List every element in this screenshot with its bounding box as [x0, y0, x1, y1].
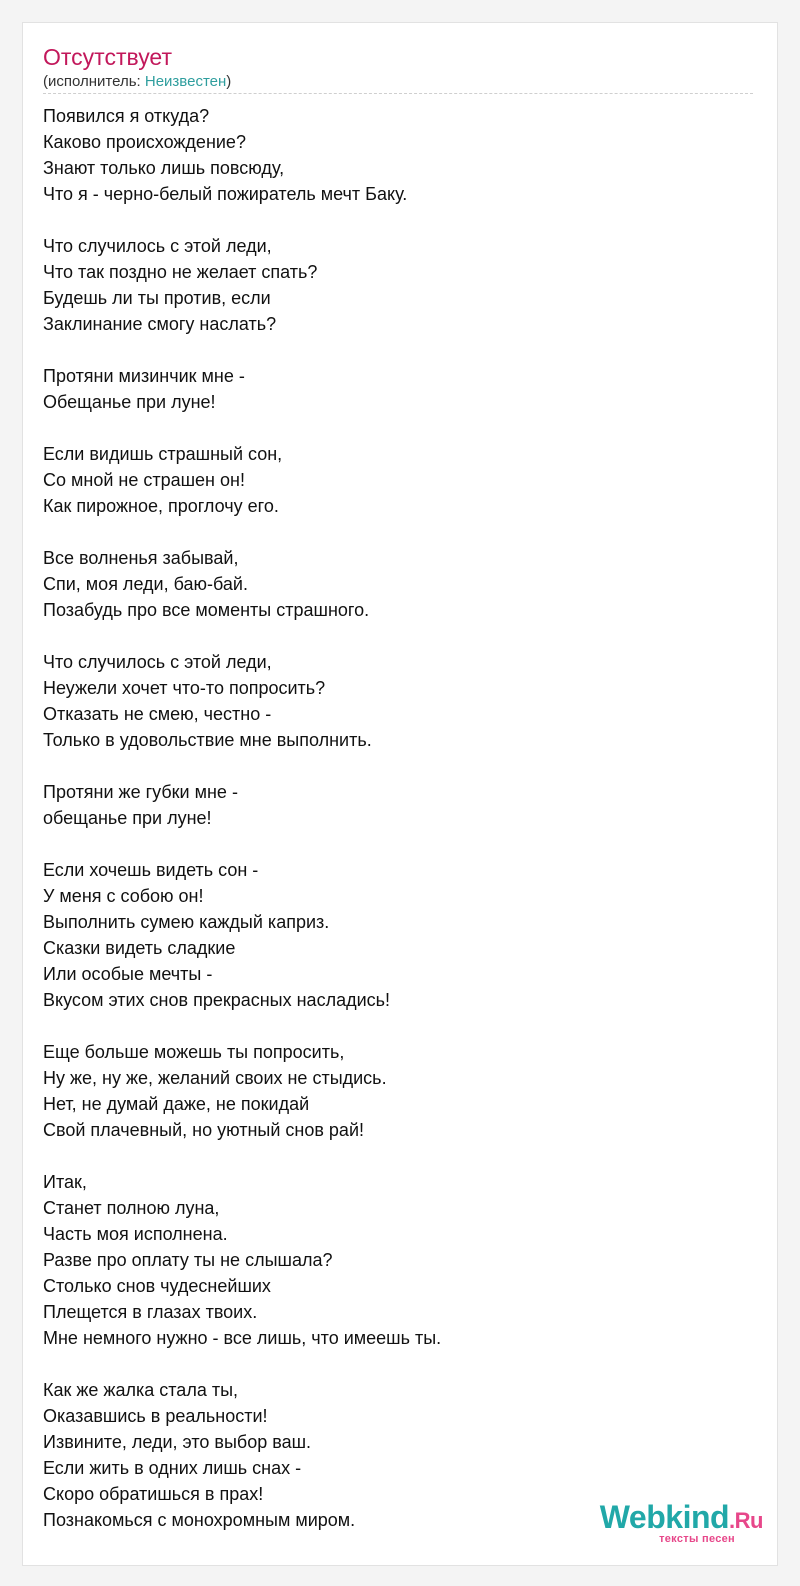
lyrics-stanza [43, 1039, 743, 1143]
artist-link[interactable]: Неизвестен [144, 73, 227, 90]
lyrics-stanza [43, 363, 743, 415]
lyrics-line: Или особые мечты - [43, 964, 213, 984]
lyrics-stanza [43, 857, 743, 1013]
lyrics-card [22, 22, 778, 1566]
lyrics-line: Спи, моя леди, баю-бай. [43, 574, 248, 594]
lyrics-line: Знают только лишь повсюду, [43, 158, 285, 178]
lyrics-line: Сказки видеть сладкие [43, 938, 236, 958]
lyrics-line: У меня с собою он! [43, 886, 204, 906]
lyrics-line: Мне немного нужно - все лишь, что имеешь ты. [43, 1328, 442, 1348]
lyrics-line: Разве про оплату ты не слышала? [43, 1250, 333, 1270]
lyrics-stanza [43, 649, 743, 753]
lyrics-line: Каково происхождение? [43, 132, 246, 152]
lyrics-line: Отказать не смею, честно - [43, 704, 272, 724]
lyrics-line: Плещется в глазах твоих. [43, 1302, 258, 1322]
lyrics-line: Протяни же губки мне - [43, 782, 238, 802]
logo-main-text: Webkind [599, 1499, 730, 1535]
lyrics-line: Скоро обратишься в прах! [43, 1484, 264, 1504]
lyrics-line: Протяни мизинчик мне - [43, 366, 245, 386]
lyrics-stanza [43, 545, 743, 623]
webkind-logo[interactable] [573, 1499, 763, 1547]
artist-line [43, 73, 231, 91]
lyrics-line: Со мной не страшен он! [43, 470, 245, 490]
lyrics-line: Если хочешь видеть сон - [43, 860, 259, 880]
lyrics-line: Неужели хочет что-то попросить? [43, 678, 326, 698]
logo-tagline: тексты песен [659, 1533, 735, 1545]
lyrics-line: Познакомься с монохромным миром. [43, 1510, 356, 1530]
lyrics-stanza [43, 1169, 743, 1351]
lyrics-line: Выполнить сумею каждый каприз. [43, 912, 330, 932]
lyrics-line: Если видишь страшный сон, [43, 444, 283, 464]
lyrics-stanza [43, 233, 743, 337]
lyrics-line: Только в удовольствие мне выполнить. [43, 730, 372, 750]
lyrics-line: Что случилось с этой леди, [43, 236, 272, 256]
lyrics-line: Что так поздно не желает спать? [43, 262, 318, 282]
lyrics-line: Заклинание смогу наслать? [43, 314, 277, 334]
logo-tld-text: .Ru [729, 1508, 763, 1533]
lyrics-line: Еще больше можешь ты попросить, [43, 1042, 345, 1062]
lyrics-line: Часть моя исполнена. [43, 1224, 228, 1244]
lyrics-line: Что я - черно-белый пожиратель мечт Баку. [43, 184, 408, 204]
song-title: Отсутствует [43, 44, 172, 70]
lyrics-line: Столько снов чудеснейших [43, 1276, 271, 1296]
lyrics-line: Как же жалка стала ты, [43, 1380, 239, 1400]
title-divider [43, 93, 753, 94]
lyrics-line: Появился я откуда? [43, 106, 210, 126]
lyrics-line: Будешь ли ты против, если [43, 288, 271, 308]
artist-prefix: (исполнитель: [43, 73, 145, 90]
lyrics-body [43, 103, 743, 1559]
lyrics-line: Извините, леди, это выбор ваш. [43, 1432, 312, 1452]
lyrics-line: Итак, [43, 1172, 87, 1192]
artist-suffix: ) [226, 73, 232, 90]
lyrics-stanza [43, 779, 743, 831]
lyrics-line: Как пирожное, проглочу его. [43, 496, 279, 516]
lyrics-line: Все волненья забывай, [43, 548, 239, 568]
lyrics-line: Обещанье при луне! [43, 392, 216, 412]
lyrics-line: Ну же, ну же, желаний своих не стыдись. [43, 1068, 387, 1088]
lyrics-line: обещанье при луне! [43, 808, 212, 828]
lyrics-stanza [43, 441, 743, 519]
lyrics-line: Свой плачевный, но уютный снов рай! [43, 1120, 365, 1140]
lyrics-line: Вкусом этих снов прекрасных насладись! [43, 990, 391, 1010]
lyrics-line: Если жить в одних лишь снах - [43, 1458, 302, 1478]
lyrics-line: Позабудь про все моменты страшного. [43, 600, 370, 620]
lyrics-line: Что случилось с этой леди, [43, 652, 272, 672]
lyrics-line: Нет, не думай даже, не покидай [43, 1094, 310, 1114]
lyrics-line: Оказавшись в реальности! [43, 1406, 268, 1426]
lyrics-stanza [43, 103, 743, 207]
lyrics-line: Станет полною луна, [43, 1198, 220, 1218]
